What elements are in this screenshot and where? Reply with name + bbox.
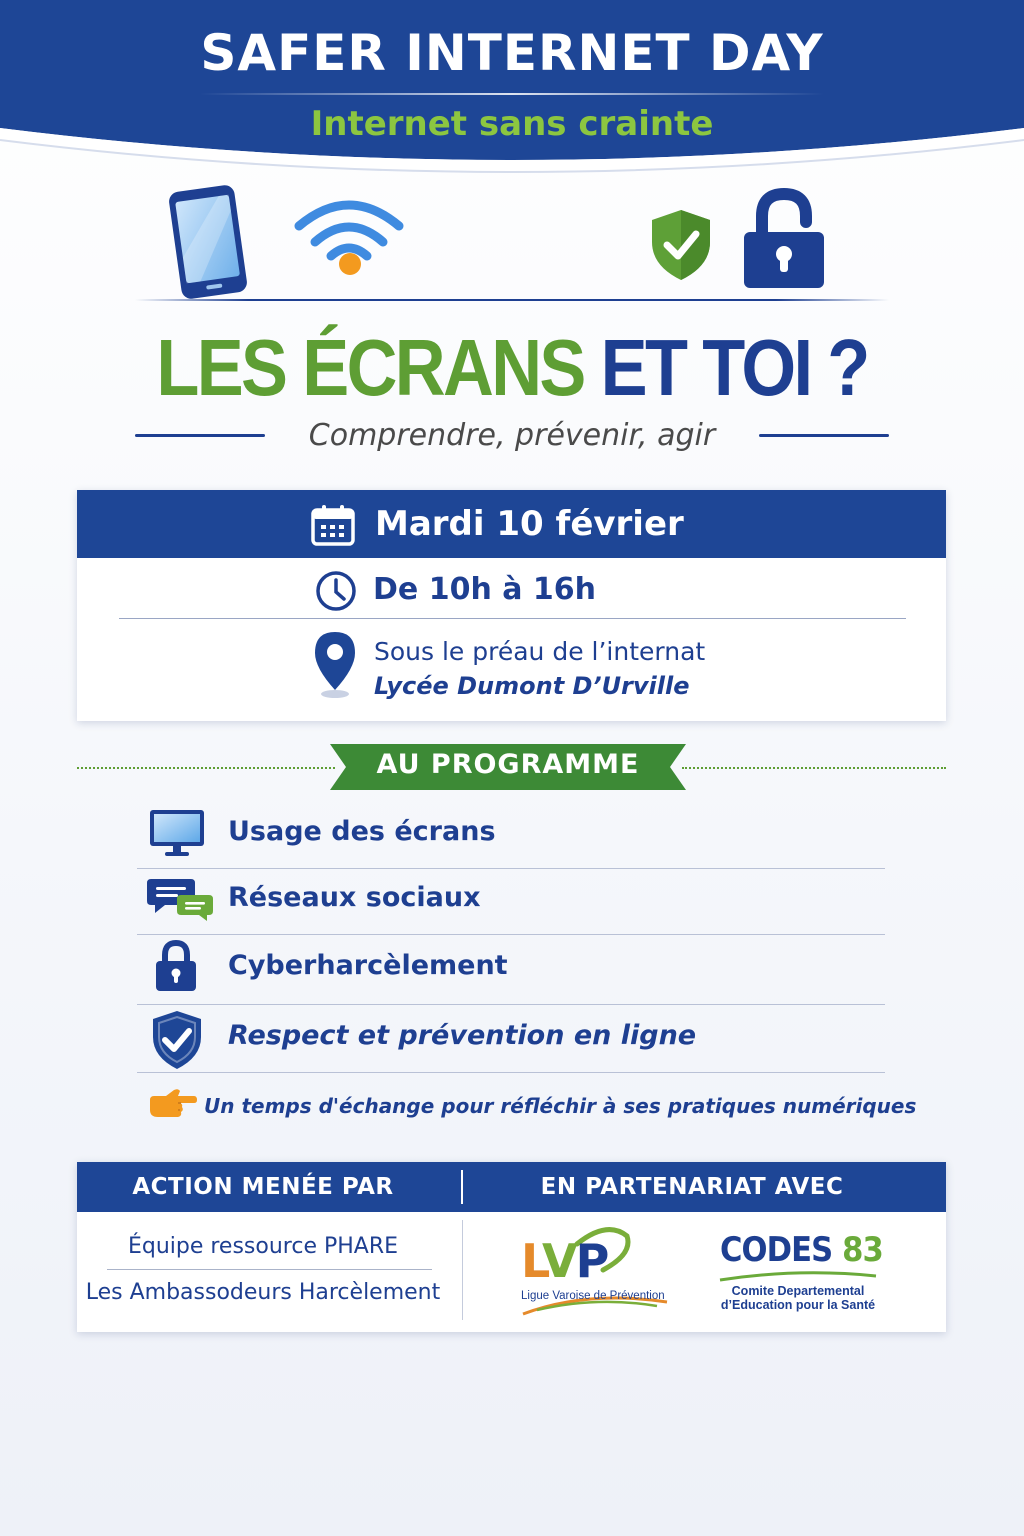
programme-item-label: Cyberharcèlement xyxy=(228,950,508,981)
tagline: Comprendre, prévenir, agir xyxy=(308,418,716,453)
header-banner xyxy=(0,0,1024,180)
team-phare: Équipe ressource PHARE xyxy=(127,1234,399,1259)
partners-divider xyxy=(462,1220,463,1320)
main-title-blue: ET TOI ? xyxy=(600,323,868,412)
programme-item xyxy=(137,867,885,935)
programme-label: AU PROGRAMME xyxy=(376,749,640,780)
partnership-heading: EN PARTENARIAT AVEC xyxy=(540,1174,844,1200)
tablet-icon xyxy=(165,184,251,300)
lvp-caption: Ligue Varoise de Prévention xyxy=(521,1290,665,1302)
team-divider xyxy=(107,1269,432,1270)
codes-number: 83 xyxy=(842,1230,883,1270)
wifi-icon xyxy=(293,196,405,278)
exchange-note: Un temps d'échange pour réfléchir à ses pratiques numériques xyxy=(204,1094,917,1118)
date-bar xyxy=(77,490,946,558)
lvp-letter-l: L xyxy=(521,1234,542,1288)
main-title-green: LES ÉCRANS xyxy=(156,323,584,412)
programme-item-label: Réseaux sociaux xyxy=(228,882,481,913)
shield-check-icon xyxy=(650,208,712,282)
programme-item xyxy=(137,1005,885,1073)
programme-item-label: Usage des écrans xyxy=(228,816,496,847)
event-date: Mardi 10 février xyxy=(375,504,684,544)
programme-item xyxy=(137,801,885,869)
programme-dotted-rule-left xyxy=(77,767,335,769)
location-pin-icon xyxy=(312,630,358,700)
programme-item xyxy=(137,935,885,1005)
shield-check-icon xyxy=(151,1009,203,1071)
tagline-row xyxy=(135,418,889,458)
partners-heading-bar xyxy=(77,1162,946,1212)
codes83-subtitle-line2: d’Education pour la Santé xyxy=(720,1298,876,1312)
heading-divider xyxy=(461,1170,463,1204)
monitor-icon xyxy=(149,809,205,857)
calendar-icon xyxy=(311,504,355,546)
lvp-wordmark xyxy=(521,1234,607,1288)
header-divider xyxy=(200,93,824,95)
codes83-wordmark xyxy=(720,1230,883,1270)
programme-dotted-rule-right xyxy=(682,767,946,769)
codes83-subtitle-line1: Comite Departemental xyxy=(731,1284,865,1298)
padlock-icon xyxy=(740,186,828,290)
event-time: De 10h à 16h xyxy=(373,572,597,607)
icon-row-divider xyxy=(135,299,889,301)
main-title xyxy=(61,322,962,414)
team-ambassadors: Les Ambassodeurs Harcèlement xyxy=(85,1280,441,1305)
event-info-card xyxy=(77,490,946,721)
event-title: SAFER INTERNET DAY xyxy=(200,24,824,82)
event-place-line2: Lycée Dumont D’Urville xyxy=(374,672,690,700)
event-subtitle: Internet sans crainte xyxy=(310,104,714,144)
lvp-letter-p: P xyxy=(575,1234,608,1288)
codes83-swoosh xyxy=(718,1270,878,1282)
clock-icon xyxy=(315,570,357,612)
action-heading: ACTION MENÉE PAR xyxy=(132,1174,394,1200)
lvp-letter-v: V xyxy=(541,1234,576,1288)
codes-word: CODES xyxy=(720,1230,833,1270)
programme-item-label: Respect et prévention en ligne xyxy=(228,1020,697,1051)
padlock-icon xyxy=(155,939,197,993)
pointing-hand-icon xyxy=(148,1086,198,1124)
programme-separator xyxy=(137,1072,885,1073)
codes83-logo xyxy=(714,1230,904,1320)
info-divider xyxy=(119,618,906,619)
chat-bubbles-icon xyxy=(147,877,215,923)
event-place-line1: Sous le préau de l’internat xyxy=(374,637,706,666)
partners-card xyxy=(77,1162,946,1332)
lvp-logo xyxy=(517,1224,677,1316)
